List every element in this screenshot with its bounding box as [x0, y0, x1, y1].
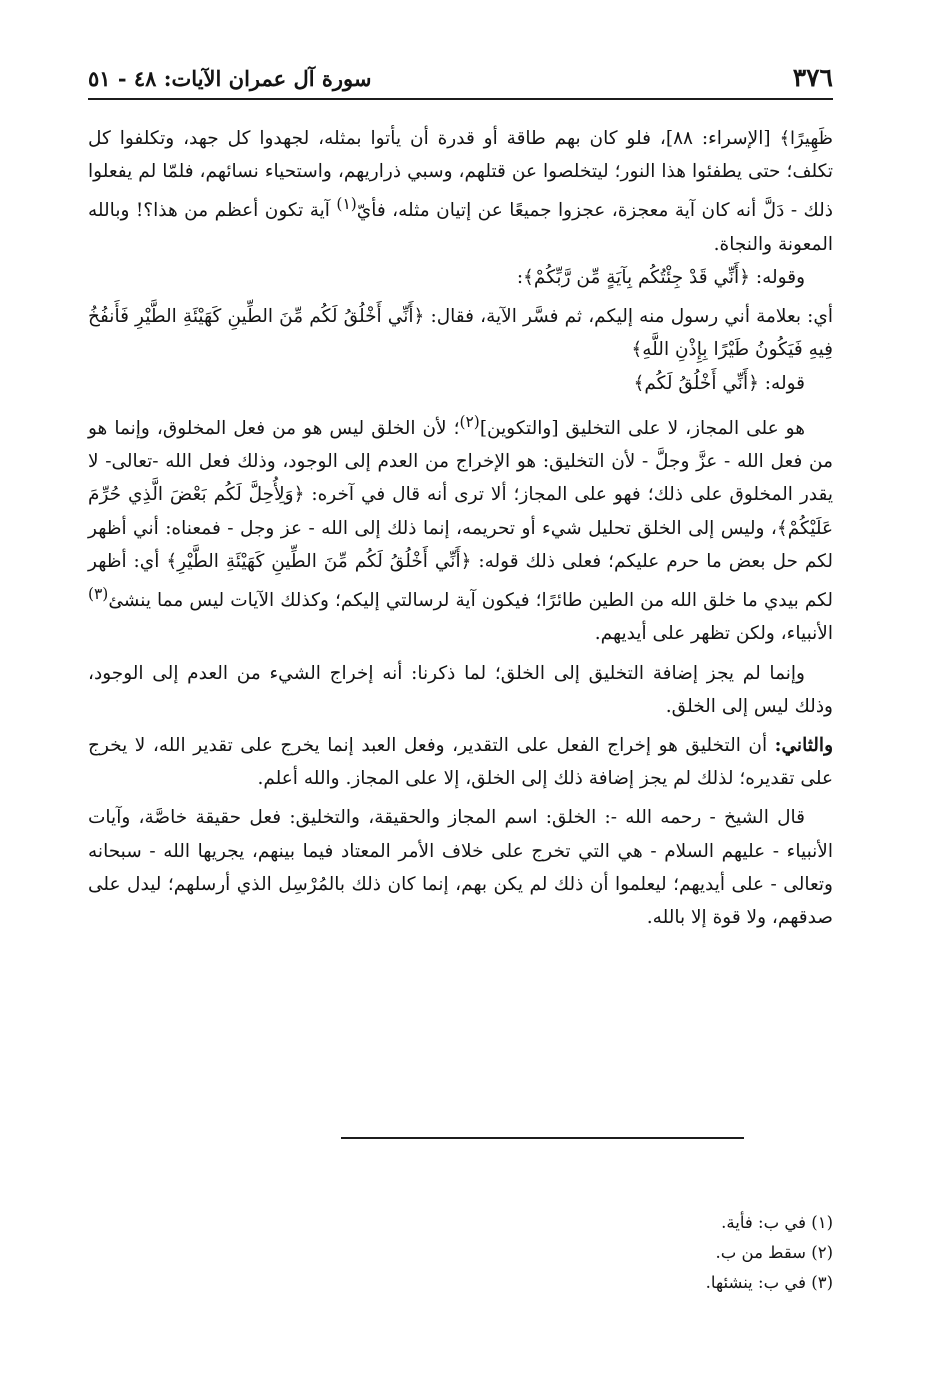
footnote-1: (١) في ب: فأية.: [721, 1213, 833, 1232]
page-body: [88, 122, 833, 934]
paragraph-text-tail: الأنبياء، ولكن تظهر على أيديهم.: [594, 623, 833, 645]
book-page: [88, 58, 833, 1292]
verse-end-fragment: ظَهِيرًا﴾: [779, 128, 833, 149]
paragraph-lead: والثاني:: [774, 734, 833, 756]
paragraph-2: وقوله: ﴿أَنِّي قَدْ جِئْتُكُم بِآيَةٍ مِّن رَّبِّكُمْ﴾:: [516, 266, 805, 288]
footnote-3: (٣) في ب: ينشئها.: [705, 1273, 833, 1292]
paragraph-text-tail: آية تكون أعظم من هذا؟! وبالله المعونة والنجاة.: [88, 200, 833, 255]
page-number: ٣٧٦: [792, 63, 833, 92]
footnotes: [88, 1208, 833, 1298]
paragraph-8: قال الشيخ - رحمه الله -: الخلق: اسم المجاز والحقيقة، والتخليق: فعل حقيقة خاصَّة، وآيات الأنبياء - عليهم السلام - هي التي تخرج على خلاف الأمر المعتاد فيما بينهم، يجريها الله - سبحانه وتعالى - على أيديهم؛ ليعلموا أن ذلك لم يكن بهم، إنما كان ذلك بالمُرْسِل الذي أرسلهم؛ ليدل على صدقهم، ولا قوة إلا بالله.: [88, 807, 833, 928]
footnote-ref: (١): [336, 195, 357, 214]
page-header: [88, 58, 833, 100]
paragraph-text-middle: ؛ لأن الخلق ليس هو من فعل المخلوق، وإنما هو من فعل الله - عزَّ وجلَّ - لأن التخليق: هو الإخراج من العدم إلى الوجود، وذلك فعل الله -تعالى- لا يقدر المخلوق على ذلك؛ فهو على المجاز؛ ألا ترى أنه قال في آخره: ﴿وَلِأُحِلَّ لَكُم بَعْضَ الَّذِي حُرِّمَ عَلَيْكُمْ﴾، وليس إلى الخلق تحليل شيء أو تحريمه، إنما ذلك إلى الله - عز وجل - فمعناه: أني أظهر لكم حل بعض ما حرم عليكم؛ فعلى ذلك قوله: ﴿أَنِّي أَخْلُقُ لَكُم مِّنَ الطِّينِ كَهَيْئَةِ الطَّيْرِ﴾ أي: أظهر لكم بيدي ما خلق الله من الطين طائرًا؛ فيكون آية لرسالتي إليكم؛ وكذلك الآيات ليس مما ينشئ: [88, 417, 833, 612]
paragraph-1: [88, 122, 833, 261]
paragraph-7: [88, 729, 833, 795]
paragraph-text: أن التخليق هو إخراج الفعل على التقدير، وفعل العبد إنما يخرج على تقدير الله، لا يخرج على تقديره؛ لذلك لم يجز إضافة ذلك إلى الخلق، إلا على المجاز. والله أعلم.: [88, 734, 833, 790]
footnote-ref: (٢): [459, 412, 480, 431]
paragraph-4: قوله: ﴿أَنِّي أَخْلُقُ لَكُم﴾: [633, 372, 805, 394]
paragraph-text: [الإسراء: ٨٨]، فلو كان بهم طاقة أو قدرة أن يأتوا بمثله، لجهدوا كل جهد، وتكلفوا كل تكلف؛ حتى يطفئوا هذا النور؛ ليتخلصوا عن قتلهم، وسبي ذراريهم، واستحياء نسائهم، فلمّا لم يفعلوا ذلك - دَلَّ أنه كان آية معجزة، عجزوا جميعًا عن إتيان مثله، فأيّ: [88, 128, 833, 222]
paragraph-6: وإنما لم يجز إضافة التخليق إلى الخلق؛ لما ذكرنا: أنه إخراج الشيء من العدم إلى الوجود، وذلك ليس إلى الخلق.: [88, 662, 833, 717]
paragraph-text: هو على المجاز، لا على التخليق [والتكوين]: [479, 417, 805, 439]
paragraph-5: [88, 406, 833, 651]
footnote-2: (٢) سقط من ب.: [715, 1243, 833, 1262]
footnote-ref: (٣): [88, 584, 109, 603]
running-title: سورة آل عمران الآيات: ٤٨ - ٥١: [88, 66, 372, 91]
footnote-divider: [341, 1137, 744, 1139]
paragraph-3: أي: بعلامة أني رسول منه إليكم، ثم فسَّر الآية، فقال: ﴿أَنِّي أَخْلُقُ لَكُم مِّنَ الطِّينِ كَهَيْئَةِ الطَّيْرِ فَأَنفُخُ فِيهِ فَيَكُونُ طَيْرًا بِإِذْنِ اللَّهِ﴾: [88, 306, 833, 361]
